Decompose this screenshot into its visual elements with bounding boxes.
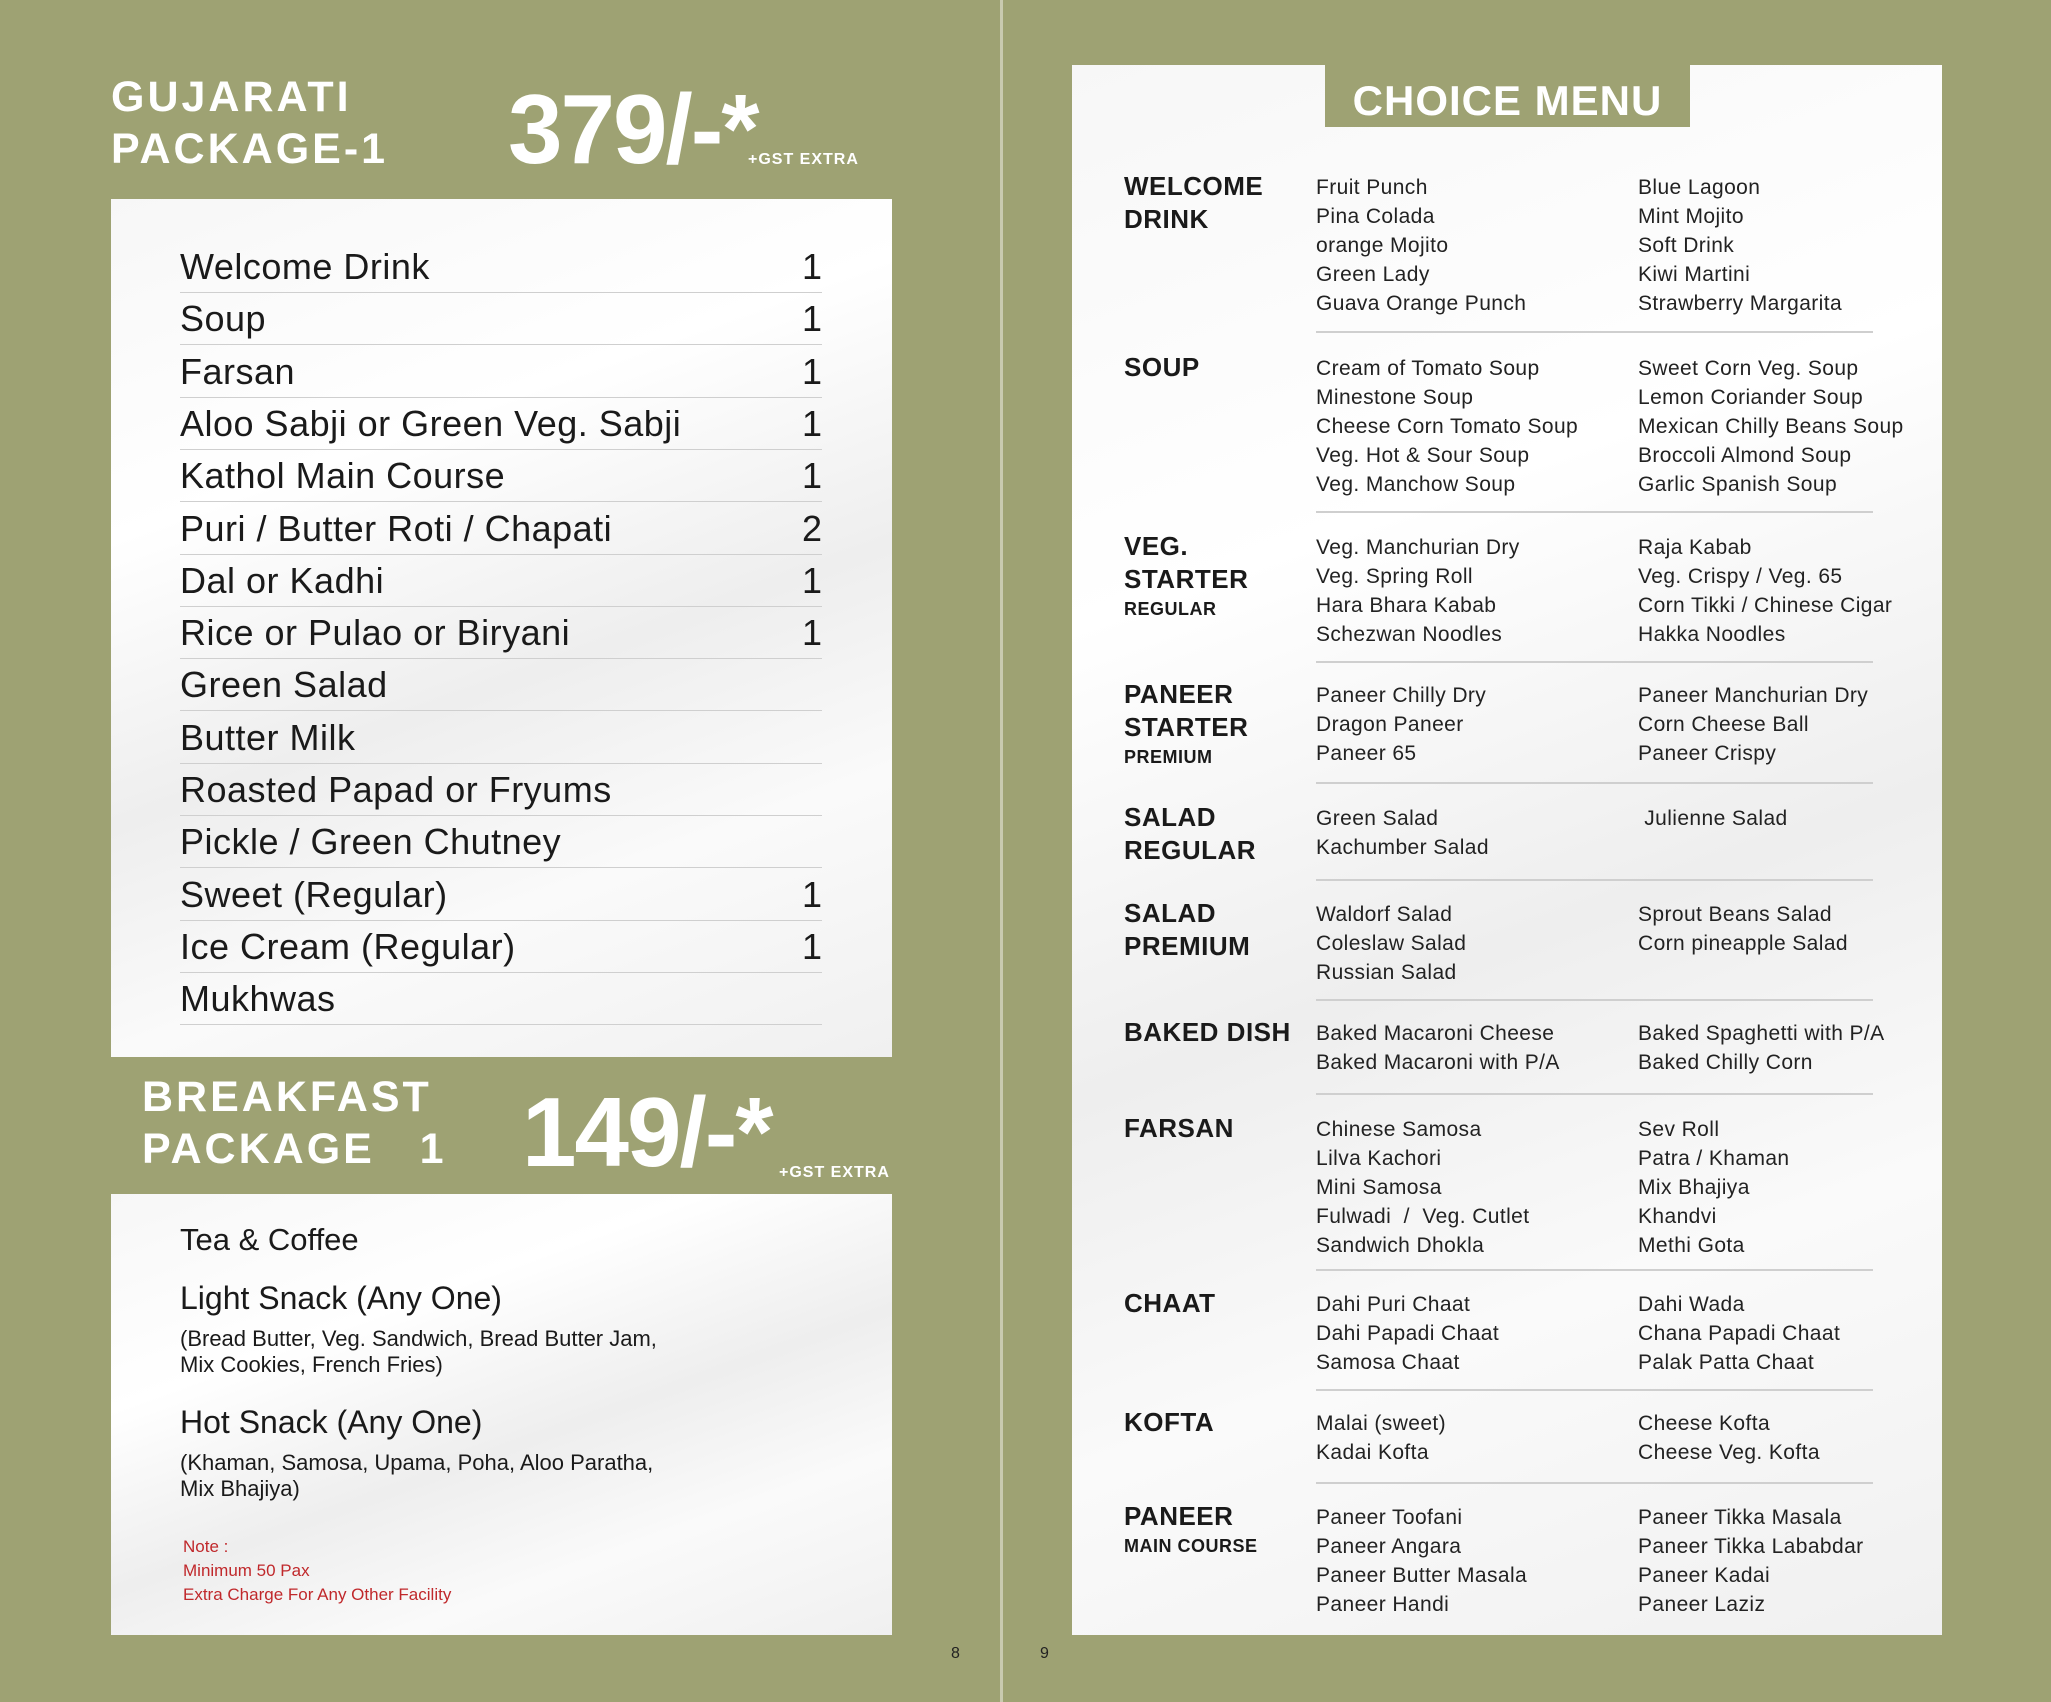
menu-option: Paneer Manchurian Dry <box>1638 684 1869 707</box>
item-quantity: 1 <box>801 246 822 287</box>
page-number-right: 9 <box>1040 1645 1049 1662</box>
menu-item-row <box>180 240 822 293</box>
gujarati-package-title <box>111 72 388 175</box>
section-col2 <box>1638 1019 1885 1077</box>
menu-option: Lilva Kachori <box>1316 1147 1442 1170</box>
item-quantity: 1 <box>801 612 822 654</box>
gujarati-gst-note: +GST EXTRA <box>748 151 859 168</box>
note-label: Note : <box>183 1537 229 1556</box>
title-line-2: PACKAGE-1 <box>111 124 389 173</box>
section-category <box>1124 1500 1258 1559</box>
item-name: Puri / Butter Roti / Chapati <box>180 507 613 549</box>
section-col2 <box>1638 804 1788 833</box>
menu-option: Veg. Hot & Sour Soup <box>1316 444 1530 467</box>
page-number-left: 8 <box>951 1645 960 1662</box>
menu-option: Corn Cheese Ball <box>1638 713 1809 736</box>
section-col2 <box>1638 173 1842 318</box>
item-quantity: 1 <box>801 402 822 444</box>
menu-option: Paneer Tikka Lababdar <box>1638 1535 1864 1558</box>
section-divider <box>1316 1093 1873 1095</box>
menu-option: Kadai Kofta <box>1316 1441 1429 1464</box>
section-category <box>1124 170 1263 236</box>
menu-option: Lemon Coriander Soup <box>1638 386 1864 409</box>
menu-option: Schezwan Noodles <box>1316 623 1503 646</box>
section-col2 <box>1638 1409 1820 1467</box>
menu-option: Patra / Khaman <box>1638 1147 1790 1170</box>
note-line: Minimum 50 Pax <box>183 1561 310 1580</box>
category-line: DRINK <box>1124 204 1209 234</box>
section-category <box>1124 1287 1216 1320</box>
menu-option: Sprout Beans Salad <box>1638 903 1832 926</box>
menu-option: Guava Orange Punch <box>1316 292 1527 315</box>
section-category <box>1124 1112 1234 1145</box>
menu-option: Coleslaw Salad <box>1316 932 1467 955</box>
menu-option: Cheese Kofta <box>1638 1412 1771 1435</box>
hot-snack-heading: Hot Snack (Any One) <box>180 1404 483 1440</box>
item-name: Aloo Sabji or Green Veg. Sabji <box>180 402 682 444</box>
title-line-1: BREAKFAST <box>142 1073 432 1121</box>
menu-option: Green Lady <box>1316 263 1430 286</box>
category-line: FARSAN <box>1124 1113 1234 1143</box>
section-category <box>1124 678 1248 770</box>
section-col2 <box>1638 1115 1790 1260</box>
category-line: PREMIUM <box>1124 931 1251 961</box>
choice-menu-title: CHOICE MENU <box>1325 65 1690 127</box>
menu-option: Samosa Chaat <box>1316 1351 1460 1374</box>
menu-option: Dahi Papadi Chaat <box>1316 1322 1500 1345</box>
menu-option: Sweet Corn Veg. Soup <box>1638 357 1859 380</box>
section-divider <box>1316 1269 1873 1271</box>
gujarati-price: 379/-* <box>508 74 758 184</box>
section-col1 <box>1316 1115 1529 1260</box>
section-col1 <box>1316 533 1520 649</box>
detail-line: Mix Bhajiya) <box>180 1476 300 1501</box>
menu-option: Blue Lagoon <box>1638 176 1761 199</box>
menu-option: Dahi Puri Chaat <box>1316 1293 1471 1316</box>
menu-option: Sandwich Dhokla <box>1316 1234 1485 1257</box>
hot-snack-details <box>180 1450 653 1502</box>
menu-option: Malai (sweet) <box>1316 1412 1447 1435</box>
section-col1 <box>1316 354 1578 499</box>
menu-option: Mint Mojito <box>1638 205 1744 228</box>
item-quantity: 1 <box>801 298 822 340</box>
menu-option: Chana Papadi Chaat <box>1638 1322 1841 1345</box>
section-divider <box>1316 331 1873 333</box>
category-line: BAKED DISH <box>1124 1017 1291 1047</box>
menu-option: Kachumber Salad <box>1316 836 1489 859</box>
menu-option: Hara Bhara Kabab <box>1316 594 1497 617</box>
menu-option: Paneer Butter Masala <box>1316 1564 1528 1587</box>
section-divider <box>1316 879 1873 881</box>
item-name: Green Salad <box>180 664 388 706</box>
section-col1 <box>1316 1290 1499 1377</box>
item-name: Soup <box>180 298 267 340</box>
menu-option: Paneer Toofani <box>1316 1506 1463 1529</box>
menu-option: Baked Macaroni Cheese <box>1316 1022 1555 1045</box>
menu-option: Cheese Veg. Kofta <box>1638 1441 1820 1464</box>
menu-option: Garlic Spanish Soup <box>1638 473 1838 496</box>
menu-option: Veg. Manchurian Dry <box>1316 536 1520 559</box>
section-col1 <box>1316 804 1489 862</box>
category-line: SALAD <box>1124 802 1217 832</box>
menu-option: Fulwadi / Veg. Cutlet <box>1316 1205 1530 1228</box>
category-subtitle: PREMIUM <box>1124 747 1213 767</box>
menu-option: Dahi Wada <box>1638 1293 1745 1316</box>
item-name: Pickle / Green Chutney <box>180 821 562 863</box>
menu-option: Julienne Salad <box>1638 807 1788 830</box>
menu-option: Broccoli Almond Soup <box>1638 444 1852 467</box>
category-line: STARTER <box>1124 712 1249 742</box>
menu-option: Mexican Chilly Beans Soup <box>1638 415 1904 438</box>
menu-option: Chinese Samosa <box>1316 1118 1482 1141</box>
menu-item-row <box>180 658 822 711</box>
section-col1 <box>1316 1409 1446 1467</box>
menu-option: Hakka Noodles <box>1638 623 1786 646</box>
section-divider <box>1316 999 1873 1001</box>
light-snack-details <box>180 1326 657 1378</box>
menu-option: Veg. Spring Roll <box>1316 565 1473 588</box>
menu-option: Cream of Tomato Soup <box>1316 357 1540 380</box>
category-line: VEG. <box>1124 531 1189 561</box>
section-col1 <box>1316 900 1466 987</box>
menu-option: Paneer Laziz <box>1638 1593 1766 1616</box>
note-line: Extra Charge For Any Other Facility <box>183 1585 452 1604</box>
menu-option: orange Mojito <box>1316 234 1449 257</box>
title-line-1: GUJARATI <box>111 73 352 121</box>
category-line: REGULAR <box>1124 835 1257 865</box>
menu-item-row <box>180 397 822 450</box>
menu-option: Paneer Angara <box>1316 1535 1462 1558</box>
item-quantity: 2 <box>801 507 822 549</box>
menu-item-row <box>180 711 822 764</box>
category-subtitle: MAIN COURSE <box>1124 1536 1258 1556</box>
menu-item-row <box>180 868 822 921</box>
section-category <box>1124 1406 1214 1439</box>
category-line: SOUP <box>1124 352 1200 382</box>
item-quantity: 1 <box>801 455 822 497</box>
category-line: PANEER <box>1124 679 1234 709</box>
item-name: Butter Milk <box>180 716 356 758</box>
section-divider <box>1316 782 1873 784</box>
menu-item-row <box>180 345 822 398</box>
category-line: KOFTA <box>1124 1407 1215 1437</box>
menu-item-row <box>180 606 822 659</box>
menu-option: Mix Bhajiya <box>1638 1176 1750 1199</box>
menu-option: Soft Drink <box>1638 234 1735 257</box>
category-line: PANEER <box>1124 1501 1234 1531</box>
left-menu-page <box>0 0 1000 1702</box>
menu-option: Baked Macaroni with P/A <box>1316 1051 1560 1074</box>
category-line: SALAD <box>1124 898 1217 928</box>
breakfast-price: 149/-* <box>522 1077 772 1187</box>
menu-option: Paneer Kadai <box>1638 1564 1771 1587</box>
section-category <box>1124 801 1256 867</box>
light-snack-heading: Light Snack (Any One) <box>180 1280 502 1316</box>
menu-option: Paneer Tikka Masala <box>1638 1506 1842 1529</box>
item-quantity: 1 <box>801 925 822 967</box>
menu-option: Raja Kabab <box>1638 536 1752 559</box>
section-divider <box>1316 1482 1873 1484</box>
note <box>183 1535 451 1607</box>
section-col2 <box>1638 900 1848 958</box>
menu-item-row <box>180 763 822 816</box>
section-divider <box>1316 661 1873 663</box>
section-col1 <box>1316 1019 1560 1077</box>
menu-option: Sev Roll <box>1638 1118 1720 1141</box>
item-name: Mukhwas <box>180 978 336 1020</box>
menu-item-row <box>180 449 822 502</box>
menu-option: Minestone Soup <box>1316 386 1474 409</box>
section-col2 <box>1638 1503 1864 1619</box>
breakfast-gst-note: +GST EXTRA <box>779 1164 890 1181</box>
menu-option: Russian Salad <box>1316 961 1457 984</box>
menu-option: Cheese Corn Tomato Soup <box>1316 415 1579 438</box>
menu-option: Veg. Crispy / Veg. 65 <box>1638 565 1843 588</box>
menu-option: Fruit Punch <box>1316 176 1428 199</box>
item-name: Kathol Main Course <box>180 455 506 497</box>
menu-option: Paneer Crispy <box>1638 742 1777 765</box>
detail-line: (Bread Butter, Veg. Sandwich, Bread Butter Jam, <box>180 1326 657 1351</box>
category-line: WELCOME <box>1124 171 1264 201</box>
section-divider <box>1316 511 1873 513</box>
tea-coffee: Tea & Coffee <box>180 1222 359 1257</box>
item-name: Rice or Pulao or Biryani <box>180 612 571 654</box>
menu-option: Baked Chilly Corn <box>1638 1051 1813 1074</box>
section-category <box>1124 897 1250 963</box>
section-col2 <box>1638 681 1868 768</box>
menu-option: Strawberry Margarita <box>1638 292 1843 315</box>
menu-option: Paneer Chilly Dry <box>1316 684 1487 707</box>
menu-option: Paneer Handi <box>1316 1593 1450 1616</box>
detail-line: Mix Cookies, French Fries) <box>180 1352 443 1377</box>
section-col1 <box>1316 681 1486 768</box>
menu-item-row <box>180 502 822 555</box>
section-category <box>1124 1016 1291 1049</box>
section-col1 <box>1316 1503 1527 1619</box>
category-line: CHAAT <box>1124 1288 1216 1318</box>
menu-option: Corn Tikki / Chinese Cigar <box>1638 594 1893 617</box>
menu-option: Paneer 65 <box>1316 742 1417 765</box>
item-name: Ice Cream (Regular) <box>180 925 516 967</box>
item-quantity: 1 <box>801 873 822 915</box>
category-line: STARTER <box>1124 564 1249 594</box>
menu-option: Green Salad <box>1316 807 1439 830</box>
section-col1 <box>1316 173 1526 318</box>
section-category <box>1124 351 1200 384</box>
menu-option: Pina Colada <box>1316 205 1435 228</box>
title-line-2: PACKAGE 1 <box>142 1124 447 1173</box>
menu-item-row <box>180 554 822 607</box>
item-name: Welcome Drink <box>180 246 430 287</box>
item-name: Dal or Kadhi <box>180 559 385 601</box>
section-col2 <box>1638 1290 1840 1377</box>
menu-option: Mini Samosa <box>1316 1176 1442 1199</box>
item-quantity: 1 <box>801 350 822 392</box>
menu-item-row <box>180 920 822 973</box>
breakfast-package-title <box>142 1072 447 1175</box>
menu-item-row <box>180 972 822 1025</box>
item-name: Sweet (Regular) <box>180 873 448 915</box>
section-category <box>1124 530 1248 622</box>
menu-item-row <box>180 292 822 345</box>
menu-option: Baked Spaghetti with P/A <box>1638 1022 1885 1045</box>
item-name: Farsan <box>180 350 296 392</box>
section-col2 <box>1638 533 1892 649</box>
menu-option: Methi Gota <box>1638 1234 1745 1257</box>
menu-option: Waldorf Salad <box>1316 903 1453 926</box>
menu-option: Palak Patta Chaat <box>1638 1351 1815 1374</box>
category-subtitle: REGULAR <box>1124 599 1217 619</box>
menu-option: Veg. Manchow Soup <box>1316 473 1516 496</box>
section-divider <box>1316 1389 1873 1391</box>
menu-option: Khandvi <box>1638 1205 1717 1228</box>
menu-option: Corn pineapple Salad <box>1638 932 1848 955</box>
menu-option: Kiwi Martini <box>1638 263 1751 286</box>
detail-line: (Khaman, Samosa, Upama, Poha, Aloo Paratha, <box>180 1450 654 1475</box>
menu-option: Dragon Paneer <box>1316 713 1464 736</box>
item-name: Roasted Papad or Fryums <box>180 769 612 810</box>
section-col2 <box>1638 354 1904 499</box>
menu-item-row <box>180 815 822 868</box>
item-quantity: 1 <box>801 559 822 601</box>
